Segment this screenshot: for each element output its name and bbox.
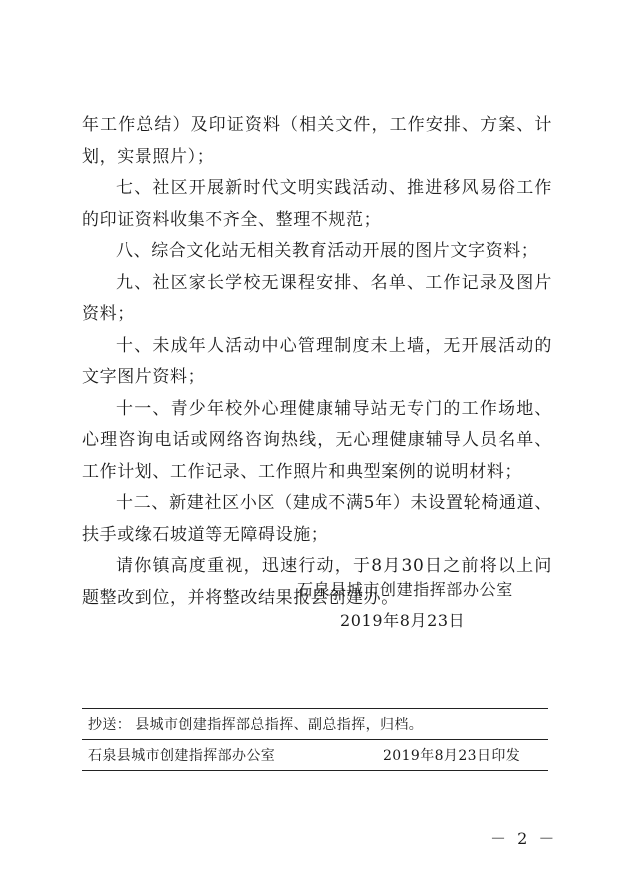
page-number: － 2 － bbox=[490, 829, 558, 848]
issue-date: 2019年8月23日印发 bbox=[383, 748, 521, 764]
paragraph-item-8: 八、综合文化站无相关教育活动开展的图片文字资料； bbox=[116, 241, 539, 261]
footer-rule-top bbox=[82, 708, 548, 709]
footer-rule-middle bbox=[82, 739, 548, 740]
paragraph-item-7: 七、社区开展新时代文明实践活动、推进移风易俗工作的印证资料收集不齐全、整理不规范； bbox=[82, 178, 552, 230]
body-text bbox=[82, 110, 552, 614]
issuer: 石泉县城市创建指挥部办公室 bbox=[88, 748, 276, 764]
paragraph-item-12: 十二、新建社区小区（建成不满5年）未设置轮椅通道、扶手或缘石坡道等无障碍设施； bbox=[82, 493, 552, 545]
signature-organization-text: 石泉县城市创建指挥部办公室 bbox=[297, 580, 513, 599]
footer-rule-bottom bbox=[82, 770, 548, 771]
paragraph-continuation: 年工作总结）及印证资料（相关文件，工作安排、方案、计划，实景照片）； bbox=[82, 115, 552, 167]
paragraph-item-9: 九、社区家长学校无课程安排、名单、工作记录及图片资料； bbox=[82, 272, 552, 324]
paragraph-item-11: 十一、青少年校外心理健康辅导站无专门的工作场地、心理咨询电话或网络咨询热线，无心理健康辅导人员名单、工作计划、工作记录、工作照片和典型案例的说明材料； bbox=[82, 398, 552, 482]
signature-date-text: 2019年8月23日 bbox=[340, 611, 466, 630]
paragraph-closing-request: 请你镇高度重视，迅速行动，于8月30日之前将以上问题整改到位，并将整改结果报县创建办。 bbox=[82, 556, 552, 608]
cc-label: 抄送： bbox=[88, 717, 132, 733]
cc-recipients: 县城市创建指挥部总指挥、副总指挥，归档。 bbox=[135, 717, 424, 733]
paragraph-item-10: 十、未成年人活动中心管理制度未上墙，无开展活动的文字图片资料； bbox=[82, 335, 552, 387]
cc-line bbox=[88, 714, 423, 734]
